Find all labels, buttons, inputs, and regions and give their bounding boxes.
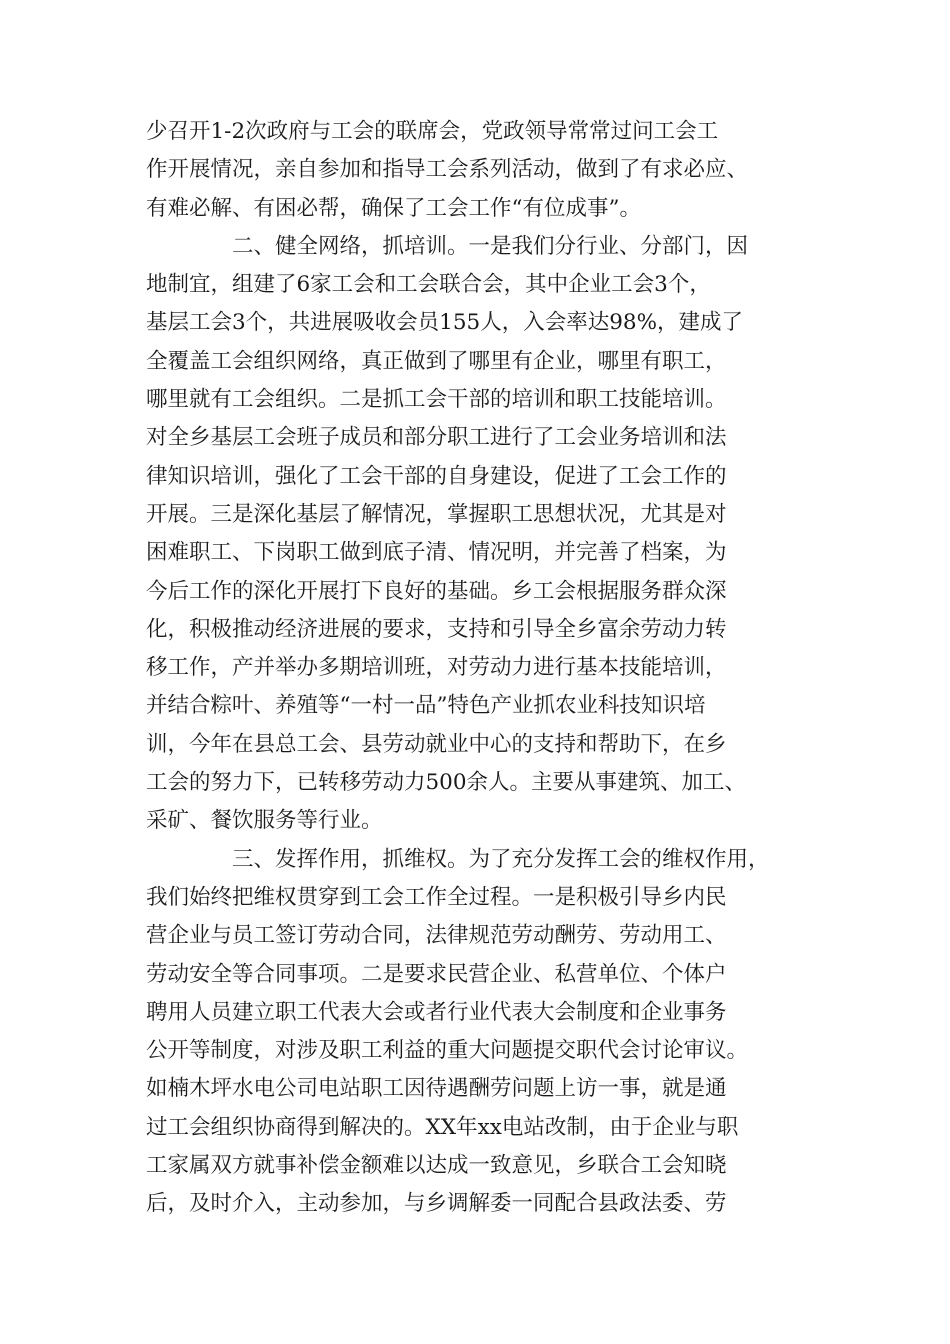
text-line: 聘用人员建立职工代表大会或者行业代表大会制度和企业事务: [146, 999, 727, 1025]
text-line: 哪里就有工会组织。二是抓工会干部的培训和职工技能培训。: [146, 387, 727, 413]
text-line: 困难职工、下岗职工做到底子清、情况明，并完善了档案，为: [146, 540, 727, 566]
text-line: 作开展情况，亲自参加和指导工会系列活动，做到了有求必应、: [146, 157, 749, 183]
text-line: 营企业与员工签订劳动合同，法律规范劳动酬劳、劳动用工、: [146, 923, 727, 949]
text-line: 我们始终把维权贯穿到工会工作全过程。一是积极引导乡内民: [146, 884, 727, 910]
text-line: 三、发挥作用，抓维权。为了充分发挥工会的维权作用，: [232, 846, 770, 872]
text-line: 并结合粽叶、养殖等“一村一品”特色产业抓农业科技知识培: [146, 693, 706, 719]
text-line: 二、健全网络，抓培训。一是我们分行业、分部门，因: [232, 233, 749, 259]
text-line: 对全乡基层工会班子成员和部分职工进行了工会业务培训和法: [146, 425, 727, 451]
text-line: 基层工会3个，共进展吸收会员155人，入会率达98%，建成了: [146, 310, 744, 336]
text-line: 后，及时介入，主动参加，与乡调解委一同配合县政法委、劳: [146, 1191, 727, 1217]
text-line: 全覆盖工会组织网络，真正做到了哪里有企业，哪里有职工，: [146, 348, 727, 374]
text-line: 采矿、餐饮服务等行业。: [146, 808, 383, 834]
text-line: 地制宜，组建了6家工会和工会联合会，其中企业工会3个，: [146, 272, 711, 298]
text-line: 工家属双方就事补偿金额难以达成一致意见，乡联合工会知晓: [146, 1153, 727, 1179]
text-line: 化，积极推动经济进展的要求，支持和引导全乡富余劳动力转: [146, 616, 727, 642]
text-line: 开展。三是深化基层了解情况，掌握职工思想状况，尤其是对: [146, 501, 727, 527]
text-line: 少召开1-2次政府与工会的联席会，党政领导常常过问工会工: [146, 119, 719, 144]
text-line: 如楠木坪水电公司电站职工因待遇酬劳问题上访一事，就是通: [146, 1076, 727, 1102]
text-line: 公开等制度，对涉及职工利益的重大问题提交职代会讨论审议。: [146, 1038, 749, 1064]
text-line: 训，今年在县总工会、县劳动就业中心的支持和帮助下，在乡: [146, 731, 727, 757]
text-line: 劳动安全等合同事项。二是要求民营企业、私营单位、个体户: [146, 961, 727, 987]
text-line: 工会的努力下，已转移劳动力500余人。主要从事建筑、加工、: [146, 770, 747, 796]
text-line: 今后工作的深化开展打下良好的基础。乡工会根据服务群众深: [146, 578, 727, 604]
body-text: [146, 113, 806, 1224]
text-line: 律知识培训，强化了工会干部的自身建设，促进了工会工作的: [146, 463, 727, 489]
text-line: 过工会组织协商得到解决的。XX年xx电站改制，由于企业与职: [146, 1114, 739, 1140]
text-line: 移工作，产并举办多期培训班，对劳动力进行基本技能培训，: [146, 655, 727, 681]
text-line: 有难必解、有困必帮，确保了工会工作“有位成事”。: [146, 195, 641, 221]
